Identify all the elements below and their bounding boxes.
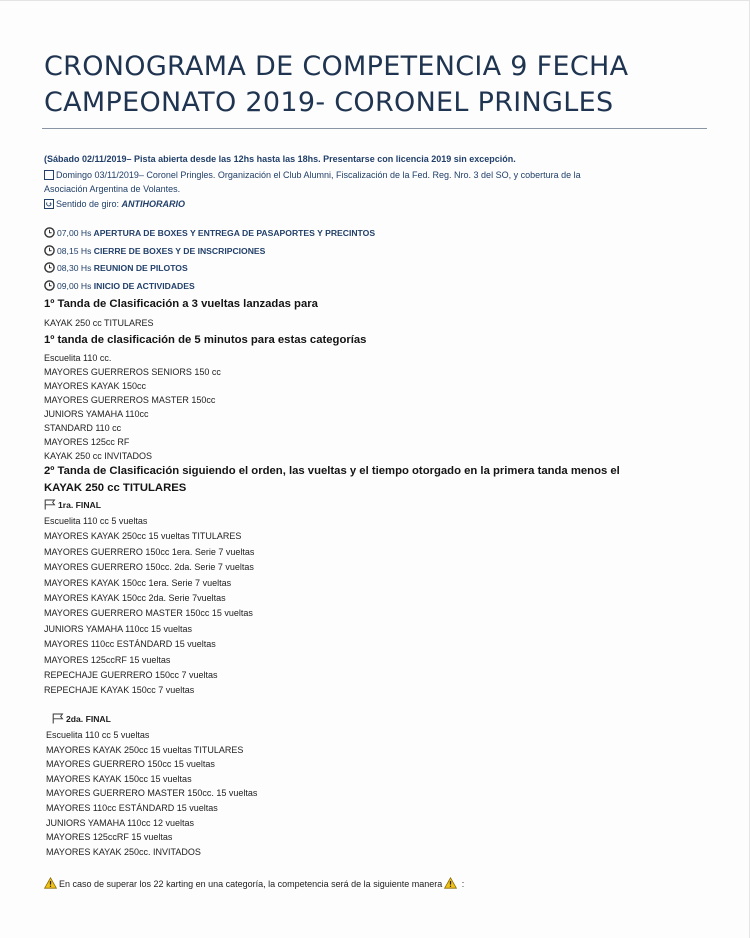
schedule-item [44,225,704,243]
title-line-2: CAMPEONATO 2019- CORONEL PRINGLES [44,87,614,118]
list-item: MAYORES GUERRERO MASTER 150cc. 15 vueltas [46,788,258,799]
warning-icon [44,877,57,889]
final2-list [44,728,704,859]
schedule-text: REUNION DE PILOTOS [93,263,188,273]
clock-icon [44,280,55,291]
clock-icon [44,245,55,256]
sunday-info-line-2: Asociación Argentina de Volantes. [44,184,181,194]
sunday-info [44,168,704,196]
final2-heading [52,712,712,726]
list-item: MAYORES GUERRERO 150cc 1era. Serie 7 vueltas [44,546,255,557]
final2-title: 2da. FINAL [66,714,111,724]
schedule-list [44,225,704,295]
schedule-item [44,243,704,261]
tanda2-heading [44,463,724,497]
schedule-time: 08,30 Hs [57,263,92,273]
warning-text: En caso de superar los 22 karting en una categoría, la competencia será de la siguiente manera [59,879,443,889]
flag-icon [44,499,56,510]
schedule-text: INICIO DE ACTIVIDADES [93,280,195,291]
list-item: MAYORES GUERRERO 150cc 15 vueltas [46,759,215,770]
list-item: MAYORES KAYAK 250cc 15 vueltas TITULARES [44,531,242,542]
list-item: MAYORES 110cc ESTÁNDARD 15 vueltas [44,639,216,650]
schedule-time: 07,00 Hs [57,228,92,238]
direction-value: ANTIHORARIO [121,199,186,209]
list-item: MAYORES KAYAK 150cc [44,381,147,391]
schedule-text: APERTURA DE BOXES Y ENTREGA DE PASAPORTES Y PRECINTOS [93,228,376,238]
title-line-1: CRONOGRAMA DE COMPETENCIA 9 FECHA [44,51,629,82]
list-item: MAYORES 125ccRF 15 vueltas [44,654,171,665]
list-item: MAYORES KAYAK 250cc 15 vueltas TITULARES [46,744,244,755]
list-item: Escuelita 110 cc. [44,353,112,363]
tanda1b-heading: 1º tanda de clasificación de 5 minutos para estas categorías [44,334,367,346]
schedule-text: CIERRE DE BOXES Y DE INSCRIPCIONES [93,245,266,256]
list-item: MAYORES 125ccRF 15 vueltas [46,832,173,843]
list-item: MAYORES KAYAK 150cc 15 vueltas [46,773,192,784]
tanda2-heading-line-2: KAYAK 250 cc TITULARES [44,482,187,494]
list-item: JUNIORS YAMAHA 110cc 15 vueltas [44,623,193,634]
sunday-info-line-1: Domingo 03/11/2019– Coronel Pringles. Organización el Club Alumni, Fiscalización de la Fed. Reg. Nro. 3 del SO, y cobertura de la [56,170,581,180]
list-item: Escuelita 110 cc 5 vueltas [46,730,150,740]
final1-heading [44,498,704,512]
page-title [44,49,724,121]
checkbox-icon [44,170,54,180]
list-item: STANDARD 110 cc [44,423,122,433]
list-item: MAYORES GUERREROS SENIORS 150 cc [44,367,221,377]
warning-icon [444,877,457,889]
direction-info [44,197,704,211]
list-item: MAYORES 110cc ESTÁNDARD 15 vueltas [46,802,218,813]
list-item: MAYORES GUERREROS MASTER 150cc [44,395,216,405]
list-item: MAYORES 125cc RF [44,437,130,447]
schedule-time: 08,15 Hs [57,245,92,256]
warning-note [44,877,704,891]
tanda1-heading: 1º Tanda de Clasificación a 3 vueltas lanzadas para [44,298,318,310]
list-item: JUNIORS YAMAHA 110cc [44,409,149,419]
schedule-time: 09,00 Hs [57,280,92,291]
list-item: KAYAK 250 cc TITULARES [44,318,154,328]
title-divider [42,128,707,129]
list-item: REPECHAJE GUERRERO 150cc 7 vueltas [44,670,218,681]
list-item: REPECHAJE KAYAK 150cc 7 vueltas [44,685,195,696]
direction-label: Sentido de giro: [56,199,122,209]
list-item: JUNIORS YAMAHA 110cc 12 vueltas [46,817,195,828]
saturday-info: (Sábado 02/11/2019– Pista abierta desde las 12hs hasta las 18hs. Presentarse con licencia 2019 sin excepción. [44,154,516,164]
list-item: KAYAK 250 cc INVITADOS [44,451,153,461]
list-item: MAYORES GUERRERO 150cc. 2da. Serie 7 vueltas [44,562,254,573]
rotation-icon [44,199,54,209]
schedule-item [44,260,704,278]
final1-list [44,514,704,699]
list-item: MAYORES GUERRERO MASTER 150cc 15 vueltas [44,608,253,619]
clock-icon [44,262,55,273]
list-item: MAYORES KAYAK 150cc 2da. Serie 7vueltas [44,593,226,604]
tanda2-heading-line-1: 2º Tanda de Clasificación siguiendo el orden, las vueltas y el tiempo otorgado en la primera tanda menos el [44,465,620,477]
list-item: Escuelita 110 cc 5 vueltas [44,516,148,526]
final1-title: 1ra. FINAL [58,500,101,510]
warning-suffix: : [459,879,465,889]
schedule-item [44,278,704,296]
clock-icon [44,227,55,238]
flag-icon [52,713,64,724]
list-item: MAYORES KAYAK 150cc 1era. Serie 7 vueltas [44,577,232,588]
tanda1b-list [44,351,704,463]
list-item: MAYORES KAYAK 250cc. INVITADOS [46,846,201,857]
